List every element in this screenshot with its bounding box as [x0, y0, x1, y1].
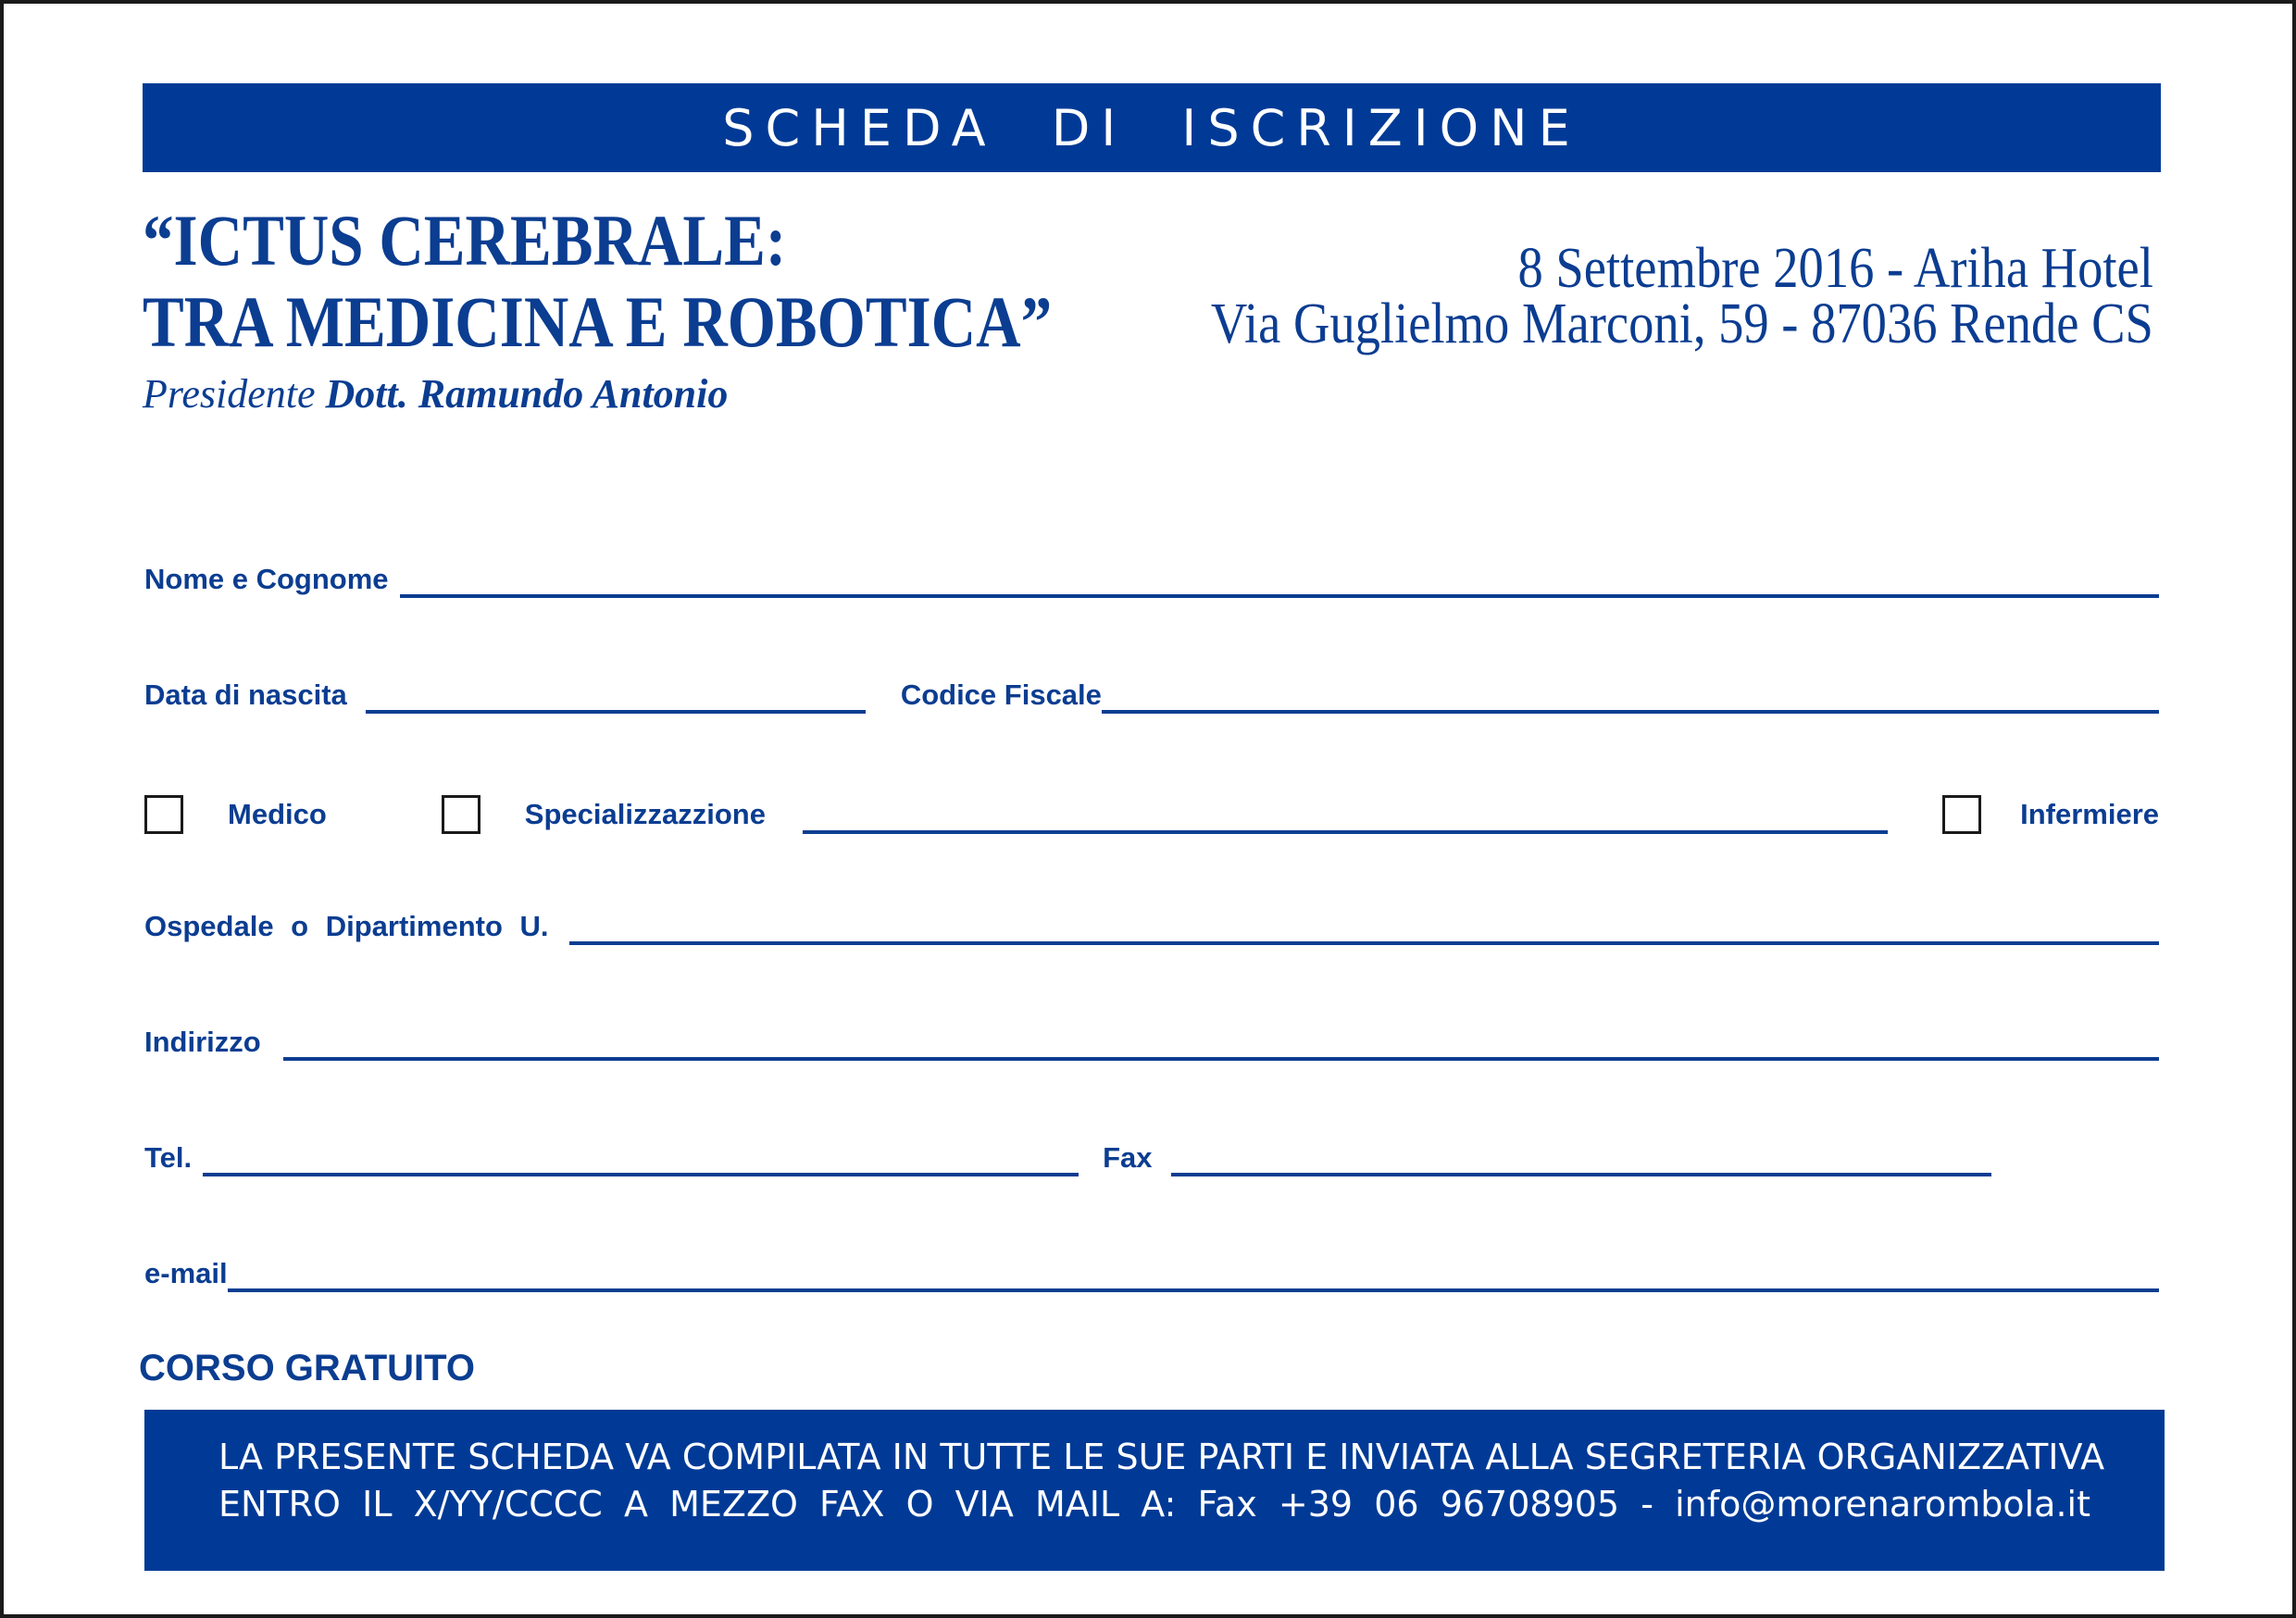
event-info: [1210, 237, 2153, 355]
row-tel-fax: [144, 1134, 2159, 1175]
ospedale-field[interactable]: [569, 941, 2159, 945]
footer-bar: [144, 1410, 2165, 1571]
ospedale-label: Ospedale o Dipartimento U.: [144, 910, 549, 942]
event-title-line2: TRA MEDICINA E ROBOTICA”: [143, 281, 1053, 362]
email-field[interactable]: [228, 1288, 2159, 1292]
infermiere-label: Infermiere: [2020, 798, 2159, 830]
row-email: [144, 1250, 2159, 1290]
infermiere-checkbox[interactable]: [1942, 795, 1981, 834]
president-name: Dott. Ramundo Antonio: [325, 371, 729, 417]
event-date-venue: 8 Settembre 2016 - Ariha Hotel: [1517, 237, 2153, 300]
nome-cognome-field[interactable]: [400, 594, 2159, 598]
footer-line1: LA PRESENTE SCHEDA VA COMPILATA IN TUTTE LE SUE PARTI E INVIATA ALLA SEGRETERIA ORGANIZZATIVA: [218, 1437, 2105, 1477]
row-ospedale: [144, 902, 2159, 943]
codice-fiscale-label: Codice Fiscale: [900, 678, 1102, 711]
specializzazione-field[interactable]: [803, 830, 1888, 834]
fax-label: Fax: [1103, 1141, 1153, 1174]
data-nascita-label: Data di nascita: [144, 678, 347, 711]
tel-label: Tel.: [144, 1141, 193, 1174]
row-indirizzo: [144, 1018, 2159, 1059]
header-title: SCHEDA DI ISCRIZIONE: [722, 98, 1581, 157]
corso-gratuito: CORSO GRATUITO: [139, 1348, 475, 1388]
row-categoria: [144, 791, 2159, 838]
row-nascita-cf: [144, 671, 2159, 712]
fax-field[interactable]: [1171, 1173, 1991, 1176]
row-nome-cognome: [144, 555, 2159, 596]
data-nascita-field[interactable]: [366, 710, 866, 714]
footer-line2: ENTRO IL X/YY/CCCC A MEZZO FAX O VIA MAIL A: Fax +39 06 96708905 - info@morenarombola.it: [218, 1484, 2090, 1525]
medico-checkbox[interactable]: [144, 795, 183, 834]
president-label: Presidente: [143, 371, 316, 417]
event-address: Via Guglielmo Marconi, 59 - 87036 Rende CS: [1210, 292, 2153, 355]
event-title-line1: “ICTUS CEREBRALE:: [143, 200, 787, 280]
medico-label: Medico: [228, 798, 327, 830]
specializzazione-checkbox[interactable]: [442, 795, 480, 834]
event-president: [143, 370, 728, 417]
email-label: e-mail: [144, 1257, 228, 1289]
codice-fiscale-field[interactable]: [1102, 710, 2159, 714]
event-title: [143, 200, 1052, 363]
indirizzo-field[interactable]: [283, 1057, 2159, 1061]
specializzazione-label: Specializzazzione: [524, 798, 766, 830]
tel-field[interactable]: [203, 1173, 1079, 1176]
indirizzo-label: Indirizzo: [144, 1026, 261, 1058]
header-bar: [143, 83, 2161, 172]
nome-cognome-label: Nome e Cognome: [144, 563, 389, 595]
